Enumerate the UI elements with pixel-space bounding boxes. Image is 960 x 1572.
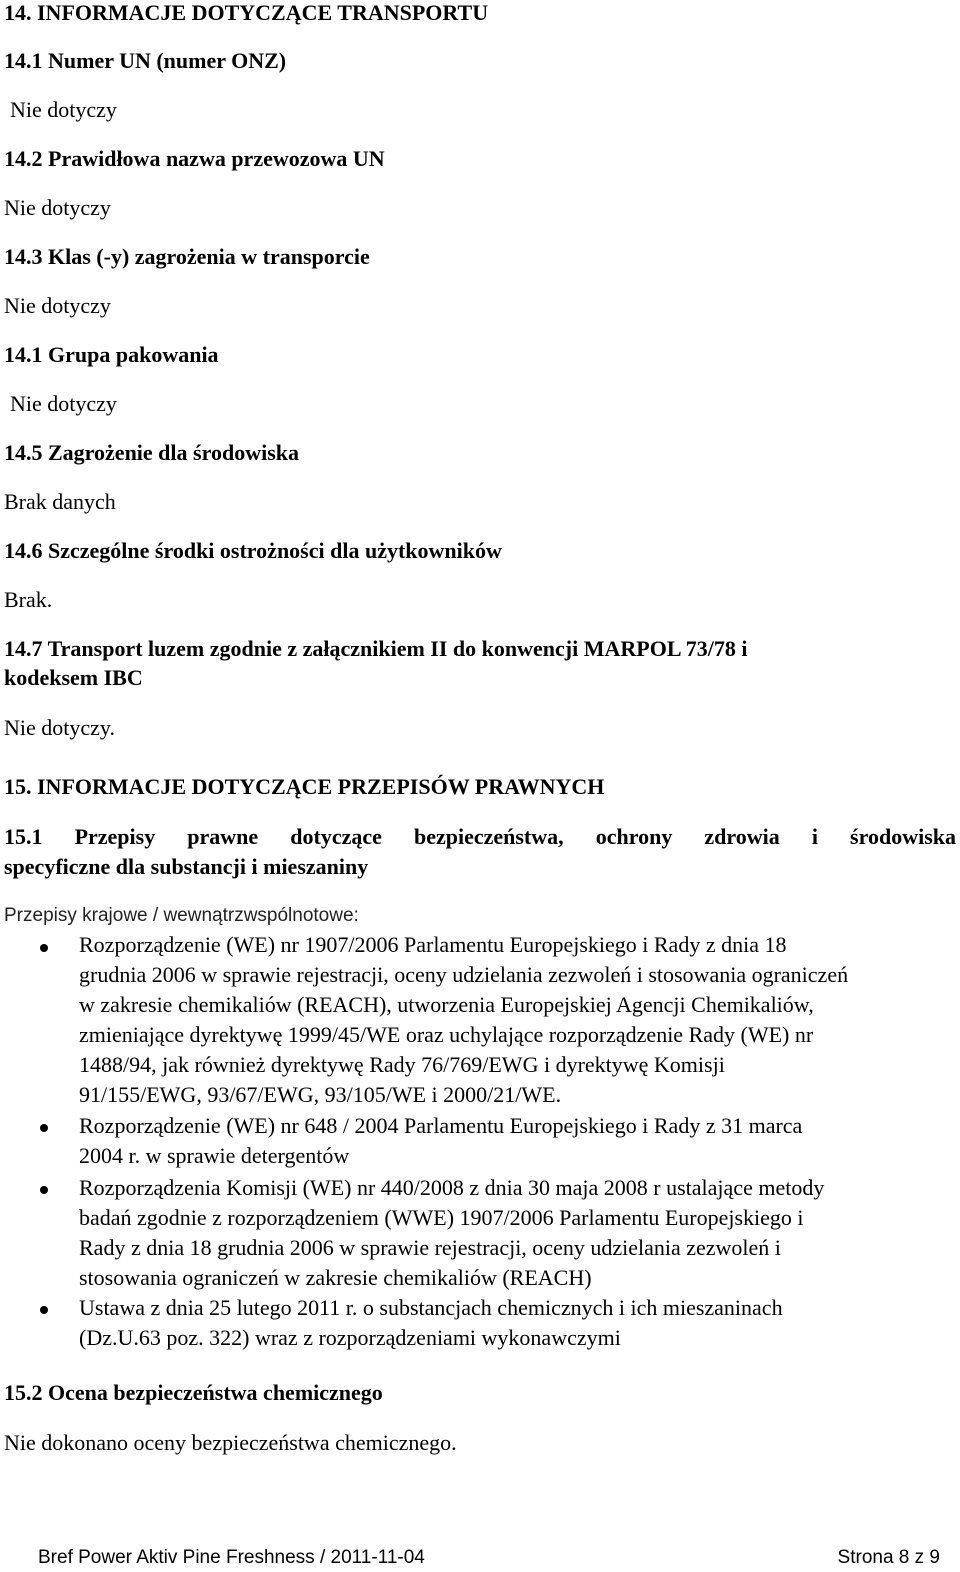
regulation-3-line-3: Rady z dnia 18 grudnia 2006 w sprawie rejestracji, oceny udzielania zezwoleń i [79,1235,781,1260]
item-14-6-title: 14.6 Szczególne środki ostrożności dla użytkowników [4,538,502,563]
regulation-item-4 [79,1293,959,1353]
regulation-1-line-4: zmieniające dyrektywę 1999/45/WE oraz uchylające rozporządzenie Rady (WE) nr [79,1022,814,1047]
section-14-heading: 14. INFORMACJE DOTYCZĄCE TRANSPORTU [4,0,489,25]
item-15-1-title-line1: 15.1 Przepisy prawne dotyczące bezpieczeństwa, ochrony zdrowia i środowiska [4,824,956,849]
bullet-dot-icon [40,1124,48,1132]
item-15-2-value: Nie dokonano oceny bezpieczeństwa chemicznego. [4,1430,457,1455]
regulation-2-line-2: 2004 r. w sprawie detergentów [79,1143,350,1168]
item-14-1-title: 14.1 Numer UN (numer ONZ) [4,48,287,73]
regulation-1-line-2: grudnia 2006 w sprawie rejestracji, oceny udzielania zezwoleń i stosowania ograniczeń [79,962,849,987]
item-14-5-title: 14.5 Zagrożenie dla środowiska [4,440,299,465]
item-14-7-value: Nie dotyczy. [4,715,115,740]
item-14-7-title-line2: kodeksem IBC [4,665,143,690]
footer-product-date: Bref Power Aktiv Pine Freshness / 2011-11-04 [38,1547,425,1568]
bullet-dot-icon [40,1186,48,1194]
regulation-item-2 [79,1111,959,1171]
regulation-4-line-2: (Dz.U.63 poz. 322) wraz z rozporządzeniami wykonawczymi [79,1325,621,1350]
regulation-item-1 [79,930,959,1110]
item-14-2-title: 14.2 Prawidłowa nazwa przewozowa UN [4,146,385,171]
regulation-3-line-2: badań zgodnie z rozporządzeniem (WWE) 1907/2006 Parlamentu Europejskiego i [79,1205,804,1230]
regulation-1-line-1: Rozporządzenie (WE) nr 1907/2006 Parlamentu Europejskiego i Rady z dnia 18 [79,932,787,957]
regulation-1-line-5: 1488/94, jak również dyrektywę Rady 76/769/EWG i dyrektywę Komisji [79,1052,725,1077]
page-footer [38,1546,940,1570]
item-14-2-value: Nie dotyczy [4,195,111,220]
section-15-heading: 15. INFORMACJE DOTYCZĄCE PRZEPISÓW PRAWNYCH [4,774,605,799]
item-14-1-value: Nie dotyczy [10,97,117,122]
regulations-intro: Przepisy krajowe / wewnątrzwspólnotowe: [4,905,359,926]
item-14-4-value: Nie dotyczy [10,391,117,416]
regulation-3-line-1: Rozporządzenia Komisji (WE) nr 440/2008 z dnia 30 maja 2008 r ustalające metody [79,1175,825,1200]
item-14-4-title: 14.1 Grupa pakowania [4,342,219,367]
item-15-1-title-line2: specyficzne dla substancji i mieszaniny [4,854,369,879]
bullet-dot-icon [40,1306,48,1314]
regulation-2-line-1: Rozporządzenie (WE) nr 648 / 2004 Parlamentu Europejskiego i Rady z 31 marca [79,1113,803,1138]
bullet-dot-icon [40,944,48,952]
regulation-3-line-4: stosowania ograniczeń w zakresie chemikaliów (REACH) [79,1265,592,1290]
item-14-5-value: Brak danych [4,489,116,514]
regulation-1-line-3: w zakresie chemikaliów (REACH), utworzenia Europejskiej Agencji Chemikaliów, [79,992,814,1017]
regulation-1-line-6: 91/155/EWG, 93/67/EWG, 93/105/WE i 2000/21/WE. [79,1082,562,1107]
item-15-2-title: 15.2 Ocena bezpieczeństwa chemicznego [4,1380,383,1405]
item-14-7-title-line1: 14.7 Transport luzem zgodnie z załącznikiem II do konwencji MARPOL 73/78 i [4,636,748,661]
item-14-3-value: Nie dotyczy [4,293,111,318]
footer-page-number: Strona 8 z 9 [837,1547,940,1568]
item-14-3-title: 14.3 Klas (-y) zagrożenia w transporcie [4,244,370,269]
regulation-4-line-1: Ustawa z dnia 25 lutego 2011 r. o substancjach chemicznych i ich mieszaninach [79,1295,783,1320]
item-14-6-value: Brak. [4,587,53,612]
regulation-item-3 [79,1173,959,1293]
